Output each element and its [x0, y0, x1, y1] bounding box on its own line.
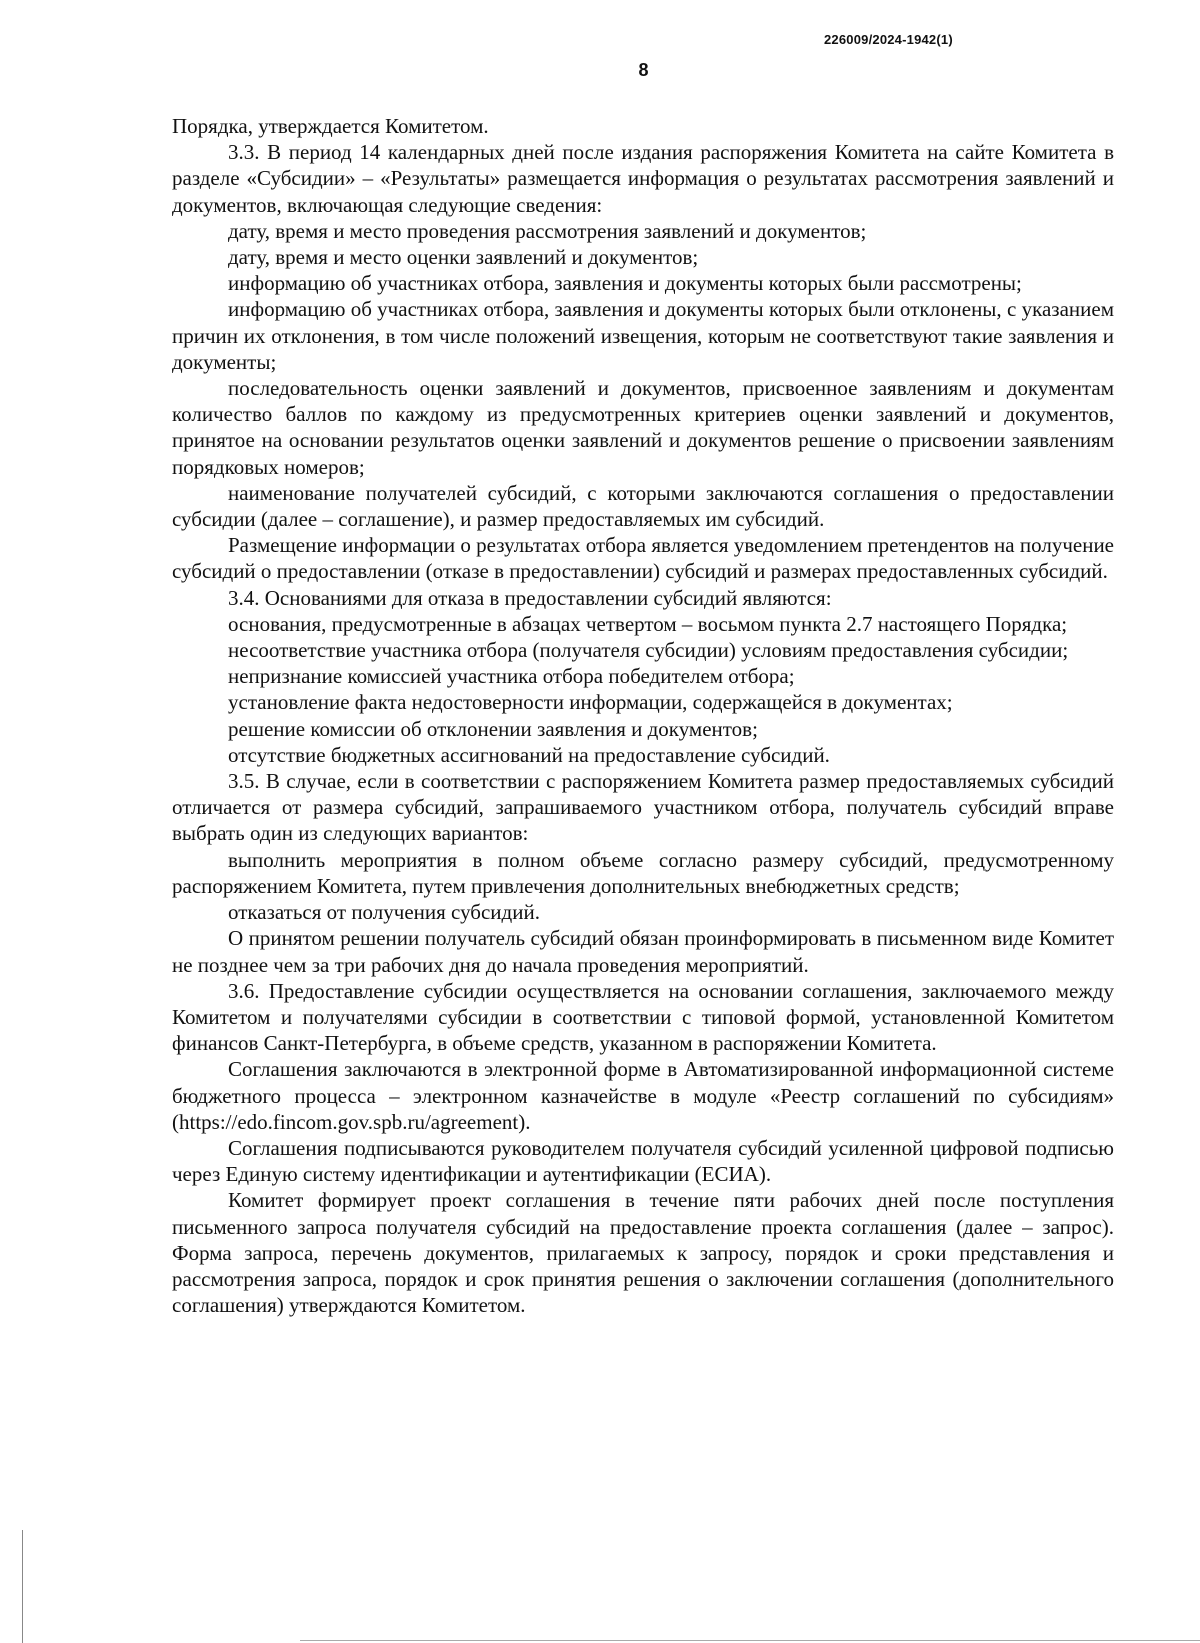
list-item: дату, время и место проведения рассмотрения заявлений и документов;: [228, 218, 867, 243]
list-item: решение комиссии об отклонении заявления и документов;: [228, 716, 758, 741]
list-item: отсутствие бюджетных ассигнований на предоставление субсидий.: [228, 742, 830, 767]
list-item: наименование получателей субсидий, с которыми заключаются соглашения о предоставлении субсидии (далее – соглашение), и размер предоставляемых им субсидий.: [172, 480, 1114, 532]
list-item: последовательность оценки заявлений и документов, присвоенное заявлениям и документам количество баллов по каждому из предусмотренных критериев оценки заявлений и документов, принятое на основании результатов оценки заявлений и документов решение о присвоении заявлениям порядковых номеров;: [172, 376, 1114, 479]
paragraph: Соглашения подписываются руководителем получателя субсидий усиленной цифровой подписью через Единую систему идентификации и аутентификации (ЕСИА).: [172, 1135, 1114, 1187]
list-item: выполнить мероприятия в полном объеме согласно размеру субсидий, предусмотренному распоряжением Комитета, путем привлечения дополнительных внебюджетных средств;: [172, 847, 1114, 898]
document-body: [172, 113, 1114, 1318]
list-item: установление факта недостоверности информации, содержащейся в документах;: [228, 690, 953, 715]
page-number: 8: [638, 60, 649, 80]
paragraph-3-4: 3.4. Основаниями для отказа в предоставлении субсидий являются:: [228, 585, 832, 610]
list-item: отказаться от получения субсидий.: [228, 900, 540, 925]
list-item: дату, время и место оценки заявлений и документов;: [228, 245, 699, 270]
paragraph-3-5: 3.5. В случае, если в соответствии с распоряжением Комитета размер предоставляемых субсидий отличается от размера субсидий, запрашиваемого участником отбора, получатель субсидий вправе выбрать один из следующих вариантов:: [172, 769, 1114, 846]
paragraph: Комитет формирует проект соглашения в течение пяти рабочих дней после поступления письменного запроса получателя субсидий на предоставление проекта соглашения (далее – запрос). Форма запроса, перечень документов, прилагаемых к запросу, порядок и сроки представления и рассмотрения запроса, порядок и срок принятия решения о заключении соглашения (дополнительного соглашения) утверждаются Комитетом.: [172, 1188, 1114, 1318]
scan-edge-left: [22, 1530, 23, 1643]
list-item: непризнание комиссией участника отбора победителем отбора;: [228, 664, 795, 689]
paragraph: Соглашения заключаются в электронной форме в Автоматизированной информационной системе бюджетного процесса – электронном казначействе в модуле «Реестр соглашений по субсидиям» (https://edo.fincom.gov.spb.ru/agreement).: [172, 1057, 1114, 1134]
paragraph-3-6: 3.6. Предоставление субсидии осуществляется на основании соглашения, заключаемого между Комитетом и получателями субсидии в соответствии с типовой формой, установленной Комитетом финансов Санкт-Петербурга, в объеме средств, указанном в распоряжении Комитета.: [172, 978, 1114, 1056]
paragraph: О принятом решении получатель субсидий обязан проинформировать в письменном виде Комитет не позднее чем за три рабочих дня до начала проведения мероприятий.: [172, 926, 1114, 977]
document-id: 226009/2024-1942(1): [824, 32, 953, 47]
scan-edge-bottom: [300, 1640, 1200, 1641]
paragraph: Размещение информации о результатах отбора является уведомлением претендентов на получение субсидий о предоставлении (отказе в предоставлении) субсидий и размерах предоставленных субсидий.: [172, 533, 1114, 584]
paragraph-3-3: 3.3. В период 14 календарных дней после издания распоряжения Комитета на сайте Комитета в разделе «Субсидии» – «Результаты» размещается информация о результатах рассмотрения заявлений и документов, включающая следующие сведения:: [172, 140, 1114, 217]
list-item: основания, предусмотренные в абзацах четвертом – восьмом пункта 2.7 настоящего Порядка;: [228, 611, 1068, 636]
list-item: информацию об участниках отбора, заявления и документы которых были отклонены, с указанием причин их отклонения, в том числе положений извещения, которым не соответствуют такие заявления и документы;: [172, 297, 1114, 374]
paragraph: Порядка, утверждается Комитетом.: [172, 114, 489, 138]
list-item: информацию об участниках отбора, заявления и документы которых были рассмотрены;: [228, 271, 1022, 296]
list-item: несоответствие участника отбора (получателя субсидии) условиям предоставления субсидии;: [228, 638, 1069, 663]
